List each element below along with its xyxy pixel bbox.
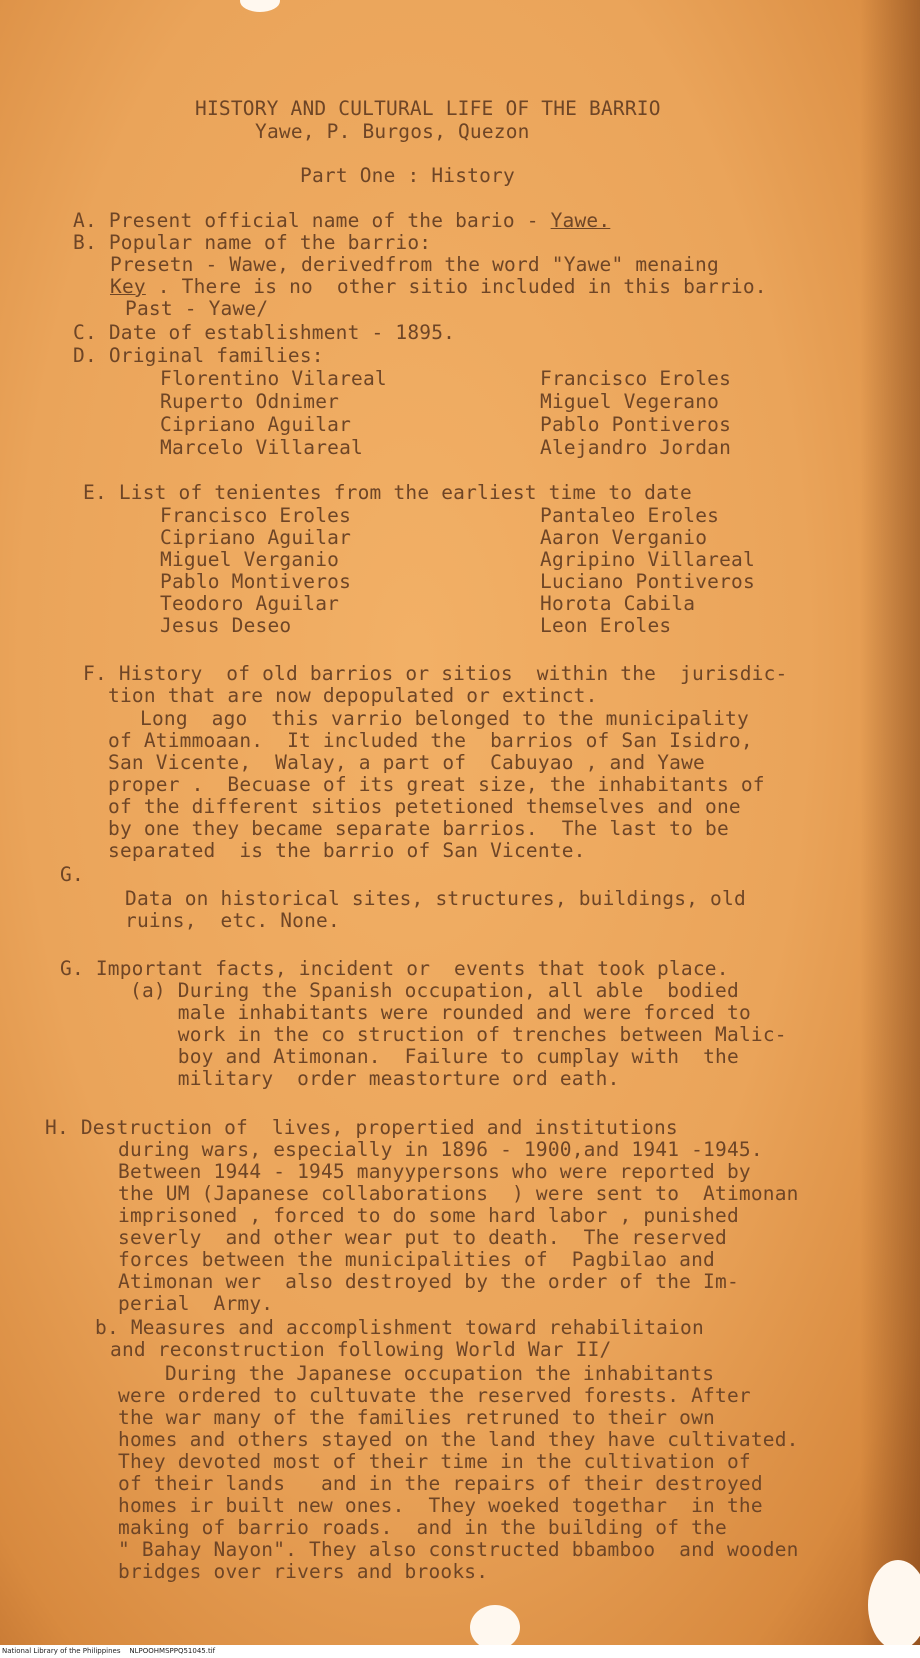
teniente-left-6: Jesus Deseo [160,614,292,637]
section-e-heading: E. List of tenientes from the earliest time to date [83,481,692,504]
teniente-left-2: Cipriano Aguilar [160,526,352,549]
section-c: C. Date of establishment - 1895. [73,321,456,344]
section-g2-line: male inhabitants were rounded and were forced to [130,1001,751,1024]
section-g1-letter: G. [60,863,84,886]
section-g2-line: military order meastorture ord eath. [130,1067,620,1090]
teniente-left-1: Francisco Eroles [160,504,352,527]
teniente-right-4: Luciano Pontiveros [540,570,755,593]
section-b-line2-text: . There is no other sitio included in this barrio. [145,275,767,298]
section-a [73,210,610,232]
section-h-line: imprisoned , forced to do some hard labor , punished [118,1204,739,1227]
section-hb-line: During the Japanese occupation the inhabitants [165,1362,715,1385]
section-hb-line: making of barrio roads. and in the building of the [118,1516,727,1539]
section-g2-heading: G. Important facts, incident or events that took place. [60,957,729,980]
teniente-left-4: Pablo Montiveros [160,570,352,593]
section-h-line: forces between the municipalities of Pagbilao and [118,1248,715,1271]
section-f-line: separated is the barrio of San Vicente. [108,839,586,862]
teniente-right-3: Agripino Villareal [540,548,755,571]
page-edge-shadow [860,0,920,1645]
archive-footer: National Library of the Philippines NLPOOHMSPPQ51045.tif [0,1645,920,1658]
family-left-3: Cipriano Aguilar [160,413,352,436]
section-hb-heading-2: and reconstruction following World War II/ [110,1338,612,1361]
official-name: Yawe. [550,209,611,232]
section-hb-line: They devoted most of their time in the cultivation of [118,1450,751,1473]
teniente-right-1: Pantaleo Eroles [540,504,720,527]
family-right-1: Francisco Eroles [540,367,732,390]
section-f-line: by one they became separate barrios. The last to be [108,817,729,840]
section-hb-line: bridges over rivers and brooks. [118,1560,489,1583]
document-title: HISTORY AND CULTURAL LIFE OF THE BARRIO [195,97,661,120]
section-hb-line: the war many of the families retruned to their own [118,1406,715,1429]
section-g2-line: work in the co struction of trenches between Malic- [130,1023,787,1046]
section-hb-line: " Bahay Nayon". They also constructed bbamboo and wooden [118,1538,799,1561]
family-left-1: Florentino Vilareal [160,367,387,390]
section-g2-line: boy and Atimonan. Failure to cumplay with the [130,1045,739,1068]
torn-hole [470,1605,520,1645]
section-f-line: of Atimmoaan. It included the barrios of San Isidro, [108,729,753,752]
family-left-4: Marcelo Villareal [160,436,363,459]
family-left-2: Ruperto Odnimer [160,390,340,413]
section-f-line: Long ago this varrio belonged to the municipality [140,707,749,730]
torn-hole [240,0,280,12]
teniente-right-2: Aaron Verganio [540,526,708,549]
section-f-line: of the different sitios petetioned themselves and one [108,795,741,818]
section-hb-line: homes ir built new ones. They woeked togethar in the [118,1494,763,1517]
section-h-line: during wars, especially in 1896 - 1900,and 1941 -1945. [118,1138,763,1161]
section-h-line: Atimonan wer also destroyed by the order of the Im- [118,1270,739,1293]
section-h-line: the UM (Japanese collaborations ) were sent to Atimonan [118,1182,799,1205]
section-b-heading: B. Popular name of the barrio: [73,231,432,254]
section-f-heading: F. History of old barrios or sitios within the jurisdic- [83,662,788,685]
section-hb-line: homes and others stayed on the land they have cultivated. [118,1428,799,1451]
section-d-heading: D. Original families: [73,344,324,367]
section-g2-line: (a) During the Spanish occupation, all able bodied [130,979,739,1002]
teniente-right-6: Leon Eroles [540,614,672,637]
section-h-line: Between 1944 - 1945 manyypersons who were reported by [118,1160,751,1183]
key-word: Key [110,275,146,298]
family-right-2: Miguel Vegerano [540,390,720,413]
section-hb-line: of their lands and in the repairs of their destroyed [118,1472,763,1495]
section-f-line: proper . Becuase of its great size, the inhabitants of [108,773,765,796]
teniente-right-5: Horota Cabila [540,592,696,615]
torn-hole [868,1560,920,1645]
family-right-3: Pablo Pontiveros [540,413,732,436]
teniente-left-5: Teodoro Aguilar [160,592,340,615]
section-b-past: Past - Yawe/ [125,297,269,320]
section-g1-line: ruins, etc. None. [125,909,340,932]
family-right-4: Alejandro Jordan [540,436,732,459]
section-b-line1: Presetn - Wawe, derivedfrom the word "Yawe" menaing [110,253,719,276]
part-heading: Part One : History [300,164,515,187]
document-subtitle: Yawe, P. Burgos, Quezon [255,120,530,143]
teniente-left-3: Miguel Verganio [160,548,340,571]
section-g1-line: Data on historical sites, structures, buildings, old [125,887,746,910]
section-f-heading-2: tion that are now depopulated or extinct. [108,684,598,707]
section-hb-line: were ordered to cultuvate the reserved forests. After [118,1384,751,1407]
section-h-line: severly and other wear put to death. The reserved [118,1226,727,1249]
section-b-line2 [110,276,767,298]
section-hb-heading: b. Measures and accomplishment toward rehabilitaion [95,1316,704,1339]
section-h-heading: H. Destruction of lives, propertied and institutions [45,1116,678,1139]
section-f-line: San Vicente, Walay, a part of Cabuyao , and Yawe [108,751,705,774]
section-a-text: A. Present official name of the bario - [73,209,551,232]
section-h-line: perial Army. [118,1292,274,1315]
